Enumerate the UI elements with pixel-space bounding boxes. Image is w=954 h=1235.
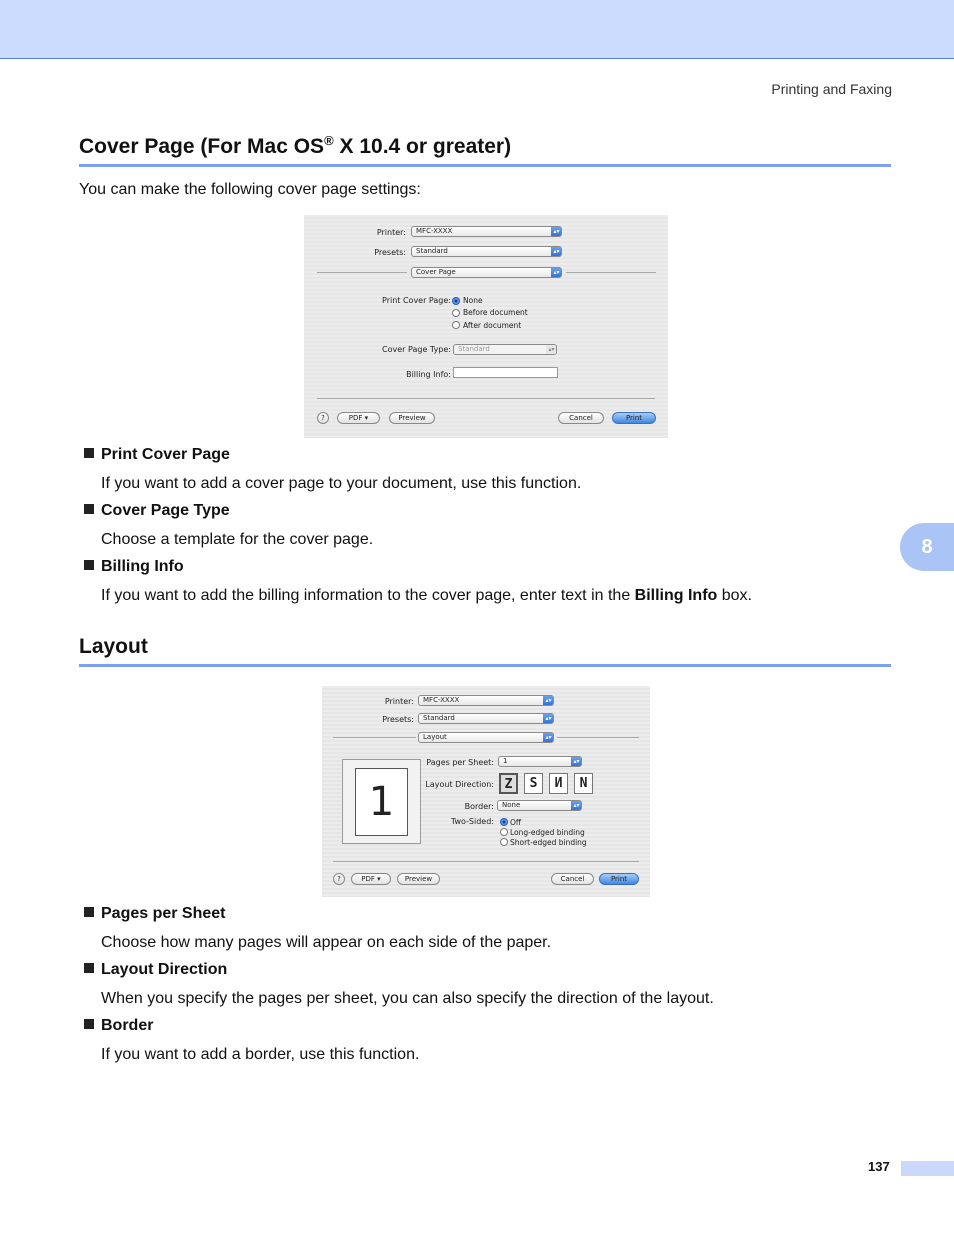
- radio-long-edged[interactable]: [500, 828, 508, 836]
- printer-label: Printer:: [384, 697, 414, 706]
- radio-none[interactable]: [452, 297, 460, 305]
- panel-value: Layout: [423, 733, 447, 741]
- popup-arrows-icon: ▴▾: [571, 756, 582, 767]
- bullet-desc: If you want to add a border, use this function.: [101, 1046, 420, 1063]
- desc-bold: Billing Info: [634, 587, 718, 604]
- printer-value: MFC-XXXX: [416, 227, 453, 235]
- radio-off-label: Off: [510, 818, 522, 827]
- panel-popup[interactable]: [411, 267, 562, 278]
- page-number-bar: [901, 1161, 954, 1176]
- radio-short-edged[interactable]: [500, 838, 508, 846]
- layout-direction-label: Layout Direction:: [425, 780, 494, 789]
- pdf-button[interactable]: PDF ▾: [337, 412, 380, 424]
- section-heading-layout: Layout: [79, 635, 891, 667]
- billing-info-field[interactable]: [453, 367, 558, 378]
- bullet-desc: [101, 587, 752, 605]
- direction-reverse-n-icon[interactable]: И: [549, 773, 568, 794]
- heading-text: Cover Page (For Mac OS: [79, 135, 325, 158]
- bullet-pages-per-sheet: [84, 905, 226, 923]
- bullet-cover-page-type: [84, 502, 230, 520]
- popup-arrows-icon: ▴▾: [546, 344, 557, 355]
- separator: [317, 398, 655, 399]
- bullet-layout-direction: [84, 961, 227, 979]
- presets-value: Standard: [416, 247, 448, 255]
- printer-popup[interactable]: [411, 226, 562, 237]
- intro-text: You can make the following cover page settings:: [79, 181, 421, 198]
- border-popup[interactable]: [497, 800, 582, 811]
- radio-before-document[interactable]: [452, 309, 460, 317]
- preview-button[interactable]: Preview: [389, 412, 435, 424]
- bullet-term: Pages per Sheet: [101, 905, 226, 922]
- radio-long-edged-label: Long-edged binding: [510, 828, 585, 837]
- top-banner: [0, 0, 954, 59]
- printer-value: MFC-XXXX: [423, 696, 460, 704]
- separator: [566, 272, 656, 273]
- presets-popup[interactable]: [418, 713, 554, 724]
- bullet-billing-info: [84, 558, 184, 576]
- printer-popup[interactable]: [418, 695, 554, 706]
- bullet-square-icon: [84, 963, 94, 973]
- registered-mark: ®: [324, 133, 334, 148]
- bullet-term: Print Cover Page: [101, 446, 230, 463]
- desc-text-end: box.: [717, 587, 752, 604]
- print-button[interactable]: Print: [612, 412, 656, 424]
- separator: [557, 737, 639, 738]
- border-value: None: [502, 801, 521, 809]
- cancel-button[interactable]: Cancel: [558, 412, 604, 424]
- radio-off[interactable]: [500, 818, 508, 826]
- bullet-desc: Choose a template for the cover page.: [101, 531, 374, 548]
- layout-preview: [342, 759, 421, 844]
- bullet-print-cover-page: [84, 446, 230, 464]
- heading-text-end: X 10.4 or greater): [333, 135, 512, 158]
- bullet-square-icon: [84, 448, 94, 458]
- bullet-square-icon: [84, 560, 94, 570]
- pages-per-sheet-popup[interactable]: [498, 756, 582, 767]
- pages-per-sheet-value: 1: [503, 757, 508, 765]
- presets-value: Standard: [423, 714, 455, 722]
- two-sided-label: Two-Sided:: [450, 817, 494, 826]
- radio-after-document[interactable]: [452, 321, 460, 329]
- bullet-term: Border: [101, 1017, 154, 1034]
- billing-info-label: Billing Info:: [406, 370, 451, 379]
- cover-type-label: Cover Page Type:: [382, 345, 451, 354]
- popup-arrows-icon: ▴▾: [551, 246, 562, 257]
- page-number: 137: [868, 1159, 890, 1174]
- popup-arrows-icon: ▴▾: [543, 732, 554, 743]
- running-header: Printing and Faxing: [771, 81, 892, 97]
- separator: [317, 272, 407, 273]
- bullet-square-icon: [84, 1019, 94, 1029]
- bullet-term: Billing Info: [101, 558, 184, 575]
- chapter-tab: 8: [900, 523, 954, 571]
- direction-z-icon[interactable]: Z: [499, 773, 518, 794]
- radio-none-label: None: [463, 296, 483, 305]
- bullet-square-icon: [84, 907, 94, 917]
- panel-popup[interactable]: [418, 732, 554, 743]
- radio-after-label: After document: [463, 321, 522, 330]
- cover-type-value: Standard: [458, 345, 490, 353]
- radio-short-edged-label: Short-edged binding: [510, 838, 587, 847]
- radio-before-label: Before document: [463, 308, 528, 317]
- preview-button[interactable]: Preview: [397, 873, 440, 885]
- presets-popup[interactable]: [411, 246, 562, 257]
- separator: [333, 737, 416, 738]
- pages-per-sheet-label: Pages per Sheet:: [426, 758, 494, 767]
- pdf-button[interactable]: PDF ▾: [351, 873, 391, 885]
- popup-arrows-icon: ▴▾: [551, 267, 562, 278]
- print-cover-label: Print Cover Page:: [382, 296, 451, 305]
- popup-arrows-icon: ▴▾: [543, 713, 554, 724]
- direction-n-icon[interactable]: N: [574, 773, 593, 794]
- direction-s-icon[interactable]: S: [524, 773, 543, 794]
- printer-label: Printer:: [376, 228, 406, 237]
- separator: [333, 861, 639, 862]
- layout-dialog-screenshot: [322, 686, 650, 897]
- bullet-term: Cover Page Type: [101, 502, 230, 519]
- help-button[interactable]: ?: [317, 412, 329, 424]
- help-button[interactable]: ?: [333, 873, 345, 885]
- desc-text: If you want to add the billing information to the cover page, enter text in the: [101, 587, 635, 604]
- preview-sheet: 1: [355, 768, 408, 836]
- bullet-desc: Choose how many pages will appear on each side of the paper.: [101, 934, 552, 951]
- print-button[interactable]: Print: [599, 873, 639, 885]
- presets-label: Presets:: [382, 715, 414, 724]
- presets-label: Presets:: [374, 248, 406, 257]
- popup-arrows-icon: ▴▾: [543, 695, 554, 706]
- popup-arrows-icon: ▴▾: [571, 800, 582, 811]
- bullet-square-icon: [84, 504, 94, 514]
- section-heading-cover-page: [79, 133, 891, 167]
- border-label: Border:: [464, 802, 494, 811]
- panel-value: Cover Page: [416, 268, 456, 276]
- cancel-button[interactable]: Cancel: [551, 873, 594, 885]
- bullet-term: Layout Direction: [101, 961, 228, 978]
- cover-type-popup[interactable]: [453, 344, 557, 355]
- bullet-desc: If you want to add a cover page to your document, use this function.: [101, 475, 582, 492]
- bullet-desc: When you specify the pages per sheet, you can also specify the direction of the layout.: [101, 990, 714, 1007]
- cover-page-dialog-screenshot: [304, 215, 668, 438]
- popup-arrows-icon: ▴▾: [551, 226, 562, 237]
- bullet-border: [84, 1017, 153, 1035]
